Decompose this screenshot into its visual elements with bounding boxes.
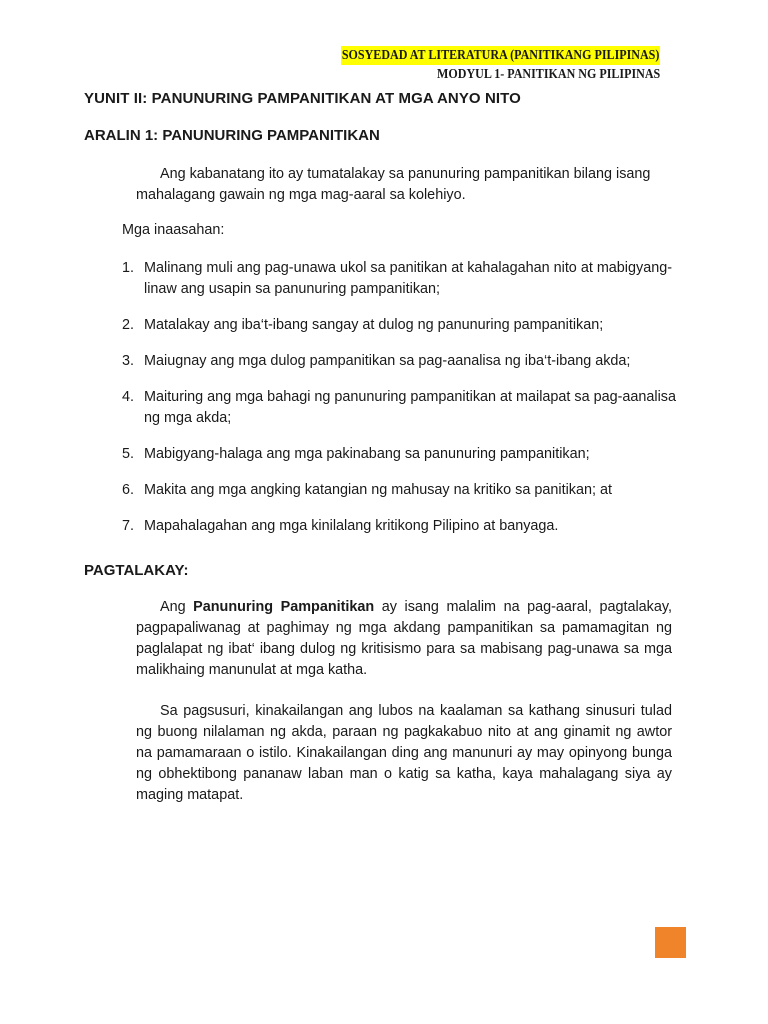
module-title: MODYUL 1- PANITIKAN NG PILIPINAS: [436, 67, 660, 82]
list-number: 7.: [122, 518, 135, 534]
list-number: 1.: [122, 260, 135, 276]
list-item: [122, 258, 682, 300]
list-item: [122, 351, 682, 372]
list-item: [122, 480, 682, 501]
discussion-paragraph-2: Sa pagsusuri, kinakailangan ang lubos na kaalaman sa kathang sinusuri tulad ng buong nilalaman ng akda, paraan ng pagkakabuo nito at ang ginamit ng awtor na pamamaraan o istilo. Kinakailangan ding ang manunuri ay may opinyong bunga ng obhektibong pananaw laban man o katig sa katha, kaya mahalagang siya ay maging matapat.: [136, 703, 672, 803]
paragraph-lead: Ang: [160, 599, 194, 615]
list-item: [122, 444, 682, 465]
paragraph-body: ay isang malalim na pag-aaral, pagtalakay, pagpapaliwanag at paghimay ng mga akdang pampanitikan sa pamamagitan ng paglalapat ng ibat‘ ibang dulog ng kritisismo para sa mabisang pag-unawa sa mga malikhaing manunulat at mga katha.: [136, 599, 672, 678]
objectives-list: [122, 258, 682, 552]
lesson-title: ARALIN 1: PANUNURING PAMPANITIKAN: [84, 127, 380, 144]
list-text: Makita ang mga angking katangian ng mahusay na kritiko sa panitikan; at: [144, 482, 612, 498]
list-text: Malinang muli ang pag-unawa ukol sa panitikan at kahalagahan nito at mabigyang-linaw ang usapin sa panunuring pampanitikan;: [144, 260, 673, 297]
list-item: [122, 315, 682, 336]
intro-paragraph: Ang kabanatang ito ay tumatalakay sa panunuring pampanitikan bilang isang mahalagang gawain ng mga mag-aaral sa kolehiyo.: [136, 166, 651, 203]
list-number: 6.: [122, 482, 135, 498]
list-item: [122, 387, 682, 429]
expectations-label: Mga inaasahan:: [122, 222, 225, 238]
list-number: 4.: [122, 389, 135, 405]
course-title: SOSYEDAD AT LITERATURA (PANITIKANG PILIPINAS): [341, 48, 660, 63]
list-number: 2.: [122, 317, 135, 333]
list-number: 3.: [122, 353, 135, 369]
key-term: Panunuring Pampanitikan: [193, 599, 375, 615]
list-text: Mapahalagahan ang mga kinilalang kritikong Pilipino at banyaga.: [144, 518, 559, 534]
list-item: [122, 516, 682, 537]
discussion-paragraph-1: [136, 597, 672, 681]
list-text: Maituring ang mga bahagi ng panunuring pampanitikan at mailapat sa pag-aanalisa ng mga akda;: [144, 389, 677, 426]
discussion-heading: PAGTALAKAY:: [84, 562, 189, 579]
list-number: 5.: [122, 446, 135, 462]
page-marker: [655, 927, 686, 958]
list-text: Matalakay ang iba‘t-ibang sangay at dulog ng panunuring pampanitikan;: [144, 317, 604, 333]
list-text: Maiugnay ang mga dulog pampanitikan sa pag-aanalisa ng iba‘t-ibang akda;: [144, 353, 631, 369]
list-text: Mabigyang-halaga ang mga pakinabang sa panunuring pampanitikan;: [144, 446, 590, 462]
page-header: [341, 46, 660, 84]
unit-title: YUNIT II: PANUNURING PAMPANITIKAN AT MGA ANYO NITO: [84, 90, 521, 107]
